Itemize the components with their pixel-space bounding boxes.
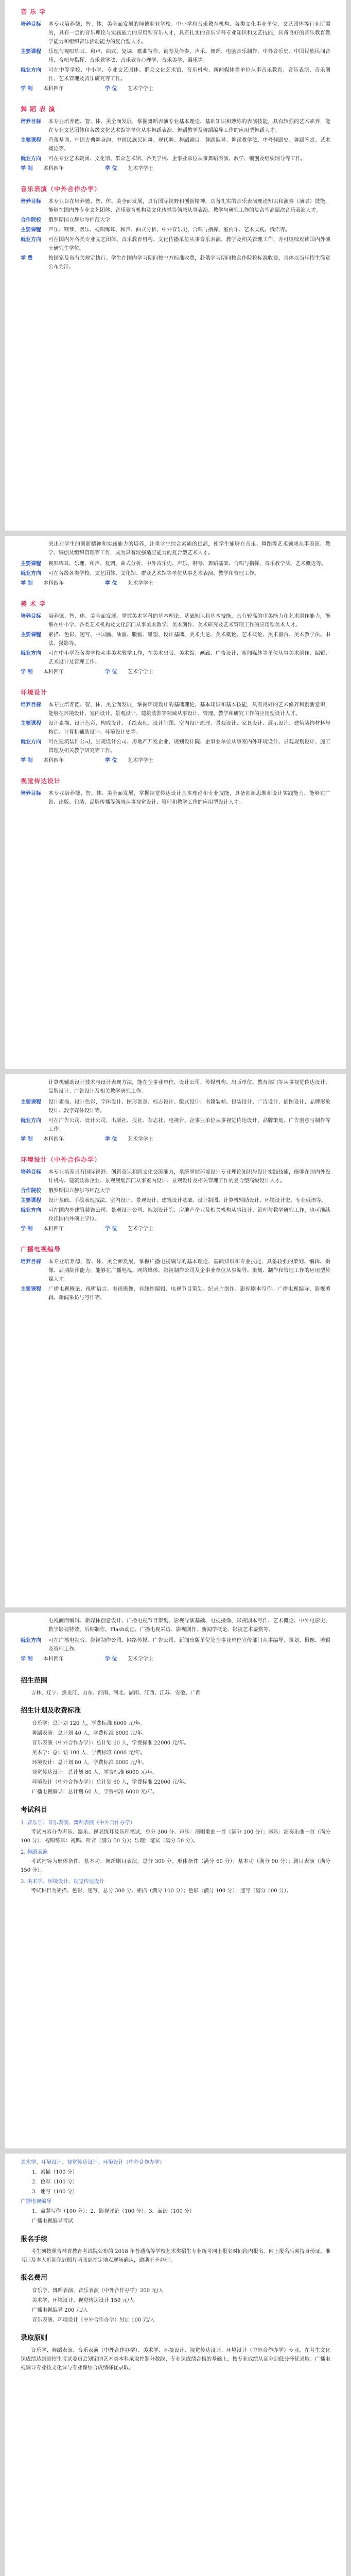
field-row xyxy=(21,254,330,272)
section-heading: 招生计划及收费标准 xyxy=(21,1707,81,1715)
field-row xyxy=(21,1285,330,1302)
intro-continuation xyxy=(21,540,330,588)
field-text: 可在建筑装饰公司、景观设计公司、房地产开发企业、规划设计院、企事业单位从事室内外环境设计、景观规划设计、施工管理及相关教学研究等工作。 xyxy=(48,739,330,754)
award-label: 学 位 xyxy=(105,1226,117,1232)
degree-row xyxy=(21,756,330,765)
degree-row xyxy=(21,668,330,676)
field-row xyxy=(21,612,330,630)
field-text: 素描、色彩、速写、中国画、油画、版画、雕塑、设计基础、美术史论、美术概论、艺术概论、美术鉴赏、美术教学法、书法、摄影等。 xyxy=(48,632,330,647)
field-label: 就业方向 xyxy=(21,1638,41,1643)
field-label: 主要课程 xyxy=(21,1099,41,1105)
plan-line: 环境设计：总计划 80 人，学费标准 6000 元/年。 xyxy=(32,1760,148,1766)
section-plan xyxy=(21,1705,330,1797)
plan-line: 广播电视编导：总计划 60 人，学费标准 6000 元/年。 xyxy=(32,1789,158,1795)
field-text: 可在广告公司、设计公司、出版社、报社、杂志社、电视台、企事业单位从事视觉传达设计、品牌策划、广告创意与制作等工作。 xyxy=(48,1118,330,1132)
field-label: 就业方向 xyxy=(21,1208,41,1213)
document-page-1 xyxy=(5,0,346,531)
major-music xyxy=(21,7,330,93)
section-admission xyxy=(21,2332,330,2372)
paragraph: 考生须按照吉林省教育考试院公布的 2018 年普通高等学校艺术类招生专业统考网上报名时间段内报名。网上报名后须持身份证、准考证及本人近期免冠照片两张到指定地点现场确认，逾期不予办理。 xyxy=(21,2249,330,2263)
award-value: 艺术学学士 xyxy=(128,1656,153,1662)
plan-line: 音乐表演（中外合作办学）：总计划 60 人，学费标准 22000 元/年。 xyxy=(32,1740,189,1746)
paragraph: 考试内容分为声乐、器乐、视唱练耳及乐理笔试，总分 300 分。声乐：演唱歌曲一首（满分 100 分）；器乐：演奏乐曲一首（满分 100 分）；视唱练耳：视唱、听音（满分 50 分）；乐理：笔试（满分 50 分）。 xyxy=(21,1829,330,1844)
exam-line: 3．速写（100 分） xyxy=(32,2189,78,2195)
field-row xyxy=(21,47,330,65)
degree-label: 学 制 xyxy=(21,669,33,675)
degree-label: 学 制 xyxy=(21,1656,33,1662)
major-title: 环境设计（中外合作办学） xyxy=(21,1156,101,1163)
major-title: 广播电视编导 xyxy=(21,1246,61,1253)
field-row xyxy=(21,789,330,807)
field-text: 可在专业艺术院团、文化馆、群众艺术馆、各类学校、企事业单位从事舞蹈表演、教学、编创及组织辅导等工作。 xyxy=(48,156,306,162)
field-label: 就业方向 xyxy=(21,1118,41,1124)
award-value: 艺术学学士 xyxy=(128,86,153,92)
field-text: 设计素描、设计色彩、构成设计、手绘表现、设计制图、室内设计原理、景观设计、家具设计、展示设计、建筑装饰材料与构造、计算机辅助设计、环境设计史等。 xyxy=(48,721,330,735)
plan-line: 舞蹈表演：总计划 40 人，学费标准 6000 元/年。 xyxy=(32,1731,148,1736)
major-dance xyxy=(21,105,330,173)
award-label: 学 位 xyxy=(105,758,117,764)
major-music-coop xyxy=(21,184,330,272)
degree-row xyxy=(21,579,330,588)
field-label: 合作院校 xyxy=(21,1188,41,1194)
field-text: 乐理与视唱练耳、和声、曲式、复调、歌曲写作、钢琴及伴奏、声乐、舞蹈、电脑音乐制作、中外音乐史、中国民族民间音乐、合唱与指挥、音乐教学法、音乐教育心理学、音乐美学、器乐等。 xyxy=(48,49,330,63)
field-row xyxy=(21,226,330,234)
field-label: 学 费 xyxy=(21,256,33,261)
major-title: 视觉传达设计 xyxy=(21,777,61,785)
field-text: 俄罗斯国立赫尔岑师范大学 xyxy=(48,1188,110,1194)
visual-design-continuation xyxy=(21,1078,330,1144)
major-title: 音乐表演（中外合作办学） xyxy=(21,185,101,193)
major-title: 美 术 学 xyxy=(21,600,46,607)
plan-line: 环境设计（中外合作办学）：总计划 60 人，学费标准 22000 元/年。 xyxy=(32,1780,189,1785)
section-exam xyxy=(21,1804,330,1895)
field-label: 培养目标 xyxy=(21,702,41,708)
field-text: 俄罗斯国立赫尔岑师范大学 xyxy=(48,217,110,223)
field-text: 可在国内外建筑装饰公司、景观设计公司、规划设计院、房地产企业及相关机构从事设计、管理与教学研究工作，也可继续攻读国内外硕士学位。 xyxy=(48,1208,330,1222)
field-row xyxy=(21,1206,330,1224)
document-page-2 xyxy=(5,536,346,1069)
field-text: 设计素描、设计色彩、字体设计、图形创意、标志设计、版式设计、书籍装帧、包装设计、广告设计、插图设计、品牌形象设计、数字媒体设计等。 xyxy=(48,1099,330,1114)
plan-line: 美术学：总计划 100 人，学费标准 6000 元/年。 xyxy=(32,1750,146,1756)
field-text: 设计基础、手绘表现技法、室内设计、景观设计、建筑设计基础、设计制图、计算机辅助设计、环境设计史、专业俄语等。 xyxy=(48,1198,326,1204)
field-text: 本专业旨在培养德、智、体、美全面发展，具有国际视野和创新精神，具备扎实的音乐表演理论知识和演奏（演唱）技能，能够在国内外专业文艺团体、音乐教育机构及文化传播等领域从事表演、教学与研究工作的复合型高层次音乐表演人才。 xyxy=(48,199,330,213)
degree-label: 学 制 xyxy=(21,1226,33,1232)
field-label: 培养目标 xyxy=(21,614,41,619)
major-title: 音 乐 学 xyxy=(21,8,46,15)
field-row xyxy=(21,216,330,225)
exam-item-heading: 广播电视编导 xyxy=(21,2199,51,2205)
field-label: 培养目标 xyxy=(21,22,41,27)
degree-row xyxy=(21,1655,330,1664)
field-row xyxy=(21,1196,330,1205)
field-text: 可在中等学校、中小学、专业文艺团体、群众文化艺术馆、音乐机构、新闻媒体等单位从事音乐教育、音乐表演、音乐创作、艺术管理及音乐研究等工作。 xyxy=(48,67,330,82)
paragraph: 电视画面编辑、新媒体创意设计、广播电视节目策划、影视导演基础、电视摄像、影视剧本写作、艺术概论、中外电影史、数字影视特效、后期制作、Flash动画、广播电视采访、影视剧作、新闻学概论、影视艺术鉴赏等。 xyxy=(48,1618,330,1633)
field-label: 培养目标 xyxy=(21,199,41,205)
award-label: 学 位 xyxy=(105,581,117,586)
section-heading: 录取原则 xyxy=(21,2334,48,2342)
degree-value: 本科四年 xyxy=(43,1656,64,1662)
award-value: 艺术学学士 xyxy=(128,669,153,675)
field-label: 主要课程 xyxy=(21,721,41,726)
fee-line: 音乐学、舞蹈表演、音乐表演（中外合作办学）200 元/人 xyxy=(32,2288,164,2294)
document-page-4 xyxy=(5,1613,346,2148)
field-text: 可在国内外各类专业文艺团体、音乐教育机构、文化传播单位从事音乐表演、教学及相关管理工作，亦可继续攻读国内外硕士研究生学位。 xyxy=(48,237,330,251)
degree-value: 本科四年 xyxy=(43,758,64,764)
degree-row xyxy=(21,164,330,173)
field-text: 本专业培养德、智、体、美全面发展，掌握广播电视编导的基本理论、基础知识和专业技能，具备较强的策划、编辑、摄像、后期制作能力，能够在广播电视、网络媒体、影视制作公司及企事业单位从事编导、策划、制作和管理工作的应用型传媒人才。 xyxy=(48,1259,330,1282)
field-row xyxy=(21,649,330,667)
award-value: 艺术学学士 xyxy=(128,1137,153,1142)
field-row xyxy=(21,20,330,46)
award-value: 艺术学学士 xyxy=(128,581,153,586)
field-text: 本专业培养德、智、体、美全面发展的师德职业学校、中小学和音乐教育机构、各类文化事业单位、文艺团体等行业所需的，具有一定的音乐理论与实践能力的应用型音乐人才，具有扎实的音乐学科专业知识和文艺技能，具备良好的音乐教育教学能力和组织音乐活动能力的复合型人才。 xyxy=(48,22,330,45)
fee-line: 广播电视编导 200 元/人 xyxy=(32,2308,88,2313)
paragraph: 计算机辅助设计技术与设计表现方法，能在企事业单位、设计公司、传媒机构、出版单位、教育部门等从事视觉传达设计、品牌设计、广告设计及相关教学研究工作。 xyxy=(48,1080,330,1094)
major-env-coop xyxy=(21,1155,330,1233)
exam-line: 广播电视编导考试 xyxy=(32,2218,73,2224)
field-row xyxy=(21,560,330,568)
exam-item-heading: 3. 美术学、环境设计、视觉传达设计 xyxy=(21,1879,104,1885)
major-broadcast xyxy=(21,1245,330,1302)
degree-value: 本科四年 xyxy=(43,1226,64,1232)
field-text: 按国家及省有关规定执行。学生在国内学习期间按中方标准收费，赴俄学习期间按合作院校标准收费，具体以当年招生简章公布为准。 xyxy=(48,256,330,270)
field-row xyxy=(21,1168,330,1185)
field-label: 就业方向 xyxy=(21,651,41,656)
degree-row xyxy=(21,1225,330,1233)
document-page-5 xyxy=(5,2154,346,2576)
field-row xyxy=(21,1258,330,1284)
field-row xyxy=(21,1116,330,1134)
field-text: 芭蕾基训、中国古典舞身韵、中国民族民间舞、现代舞、舞蹈剧目、舞蹈编导、舞蹈教学法、中外舞蹈史、舞蹈鉴赏、艺术概论等。 xyxy=(48,138,330,152)
degree-row xyxy=(21,84,330,93)
field-label: 主要课程 xyxy=(21,1198,41,1204)
field-row xyxy=(21,1098,330,1115)
field-label: 培养目标 xyxy=(21,1170,41,1175)
degree-label: 学 制 xyxy=(21,166,33,172)
field-row xyxy=(21,719,330,737)
paragraph: 突出对学生的创新精神和实践能力的培养，注重学生综合素质的提高，使学生能够在音乐、舞蹈等艺术领域从事表演、教学、编创及组织管理等工作，成为具有较强适应能力的复合型艺术人才。 xyxy=(48,541,330,556)
exam-line: 1．素描（100 分） xyxy=(32,2170,78,2175)
field-row xyxy=(21,136,330,154)
field-row xyxy=(21,738,330,755)
field-text: 本专业培养德、智、体、美全面发展，掌握视觉传达设计基本理论和专业技能，具备创新思维和设计实践能力，能够在广告、出版、包装、品牌传播等领域从事视觉设计、管理和教学工作的应用型设计人才。 xyxy=(48,791,330,805)
major-title: 舞 蹈 表 演 xyxy=(21,106,56,113)
section-signup xyxy=(21,2233,330,2265)
exam-line: 1．命题写作（100 分）；2．影视评论（100 分）；3．面试（100 分） xyxy=(32,2209,195,2214)
field-row xyxy=(21,1636,330,1654)
degree-value: 本科四年 xyxy=(43,581,64,586)
field-row xyxy=(21,155,330,163)
exam-line: 2．色彩（100 分） xyxy=(32,2179,78,2185)
field-row xyxy=(21,569,330,578)
degree-label: 学 制 xyxy=(21,581,33,586)
plan-line: 音乐学：总计划 120 人，学费标准 6000 元/年。 xyxy=(32,1721,146,1726)
major-title: 环境设计 xyxy=(21,689,48,696)
field-text: 广播电视概论、视听语言、电视摄像、非线性编辑、电视节目策划、纪录片创作、影视剧本写作、广播电视编导、影视剪辑、新闻采访与写作等。 xyxy=(48,1286,330,1301)
exam-continuation xyxy=(21,2158,330,2226)
field-text: 视唱练耳、乐理、和声、复调、曲式分析、中外音乐史、声乐、钢琴、舞蹈基础、合唱与指挥、音乐教学法、艺术概论等。 xyxy=(48,561,326,567)
degree-label: 学 制 xyxy=(21,758,33,764)
field-row xyxy=(21,197,330,215)
plan-line: 视觉传达设计：总计划 80 人，学费标准 6000 元/年。 xyxy=(32,1770,158,1775)
award-label: 学 位 xyxy=(105,86,117,92)
major-env-design xyxy=(21,688,330,765)
field-label: 就业方向 xyxy=(21,739,41,745)
paragraph: 考试科目为素描、色彩、速写，总分 300 分。素描（满分 100 分）；色彩（满分 100 分）；速写（满分 100 分）。 xyxy=(31,1888,292,1894)
exam-item-heading: 2. 舞蹈表演 xyxy=(21,1850,48,1855)
award-label: 学 位 xyxy=(105,1137,117,1142)
field-row xyxy=(21,1187,330,1195)
field-label: 主要课程 xyxy=(21,632,41,638)
field-text: 培养德、智、体、美全面发展，掌握美术学科的基本理论、基础知识和基本技能，具有较高的审美能力和艺术创作能力，能够在中小学、各类艺术机构及文化部门从事美术教学、美术创作、美术研究及艺术管理工作的应用型美术人才。 xyxy=(48,614,330,628)
document-page-3 xyxy=(5,1074,346,1607)
paragraph: 考试内容为形体条件、基本功、舞蹈剧目表演，总分 300 分。形体条件（满分 60 分）；基本功（满分 90 分）；剧目表演（满分 150 分）。 xyxy=(21,1859,330,1873)
section-region xyxy=(21,1675,330,1698)
major-visual-design xyxy=(21,776,330,807)
fee-line: 音乐表演、环境设计（中外合作办学）另加 100 元/人 xyxy=(32,2317,155,2323)
fee-line: 美术学、环境设计、视觉传达设计 150 元/人 xyxy=(32,2298,134,2303)
field-row xyxy=(21,66,330,83)
field-label: 培养目标 xyxy=(21,791,41,796)
field-label: 培养目标 xyxy=(21,1259,41,1265)
degree-value: 本科四年 xyxy=(43,166,64,172)
award-value: 艺术学学士 xyxy=(128,758,153,764)
degree-label: 学 制 xyxy=(21,1137,33,1142)
degree-value: 本科四年 xyxy=(43,86,64,92)
field-text: 可在各级各类学校、文艺团体、文化馆、群众艺术馆等单位从事艺术表演、教学和管理工作。 xyxy=(48,571,259,577)
award-label: 学 位 xyxy=(105,166,117,172)
award-label: 学 位 xyxy=(105,1656,117,1662)
field-row xyxy=(21,117,330,135)
field-label: 主要课程 xyxy=(21,49,41,55)
field-label: 主要课程 xyxy=(21,1286,41,1292)
section-fee xyxy=(21,2272,330,2325)
field-text: 本专业培养具有国际视野、创新意识和跨文化交流能力，系统掌握环境设计专业理论知识与设计实践技能，能够在国内外设计机构、建筑装饰企业、景观规划部门从事室内设计、景观设计及相关管理工作的复合型高级设计人才。 xyxy=(48,1170,330,1184)
field-row xyxy=(21,701,330,718)
field-row xyxy=(21,235,330,253)
paragraph: 音乐学、舞蹈表演、音乐表演（中外合作办学）、美术学、环境设计、视觉传达设计、环境设计（中外合作办学）专业，在考生文化课成绩达到省招生考试委员会划定的艺术类本科录取控制分数线、专业课成绩合格的基础上，按专业成绩从高分到低分择优录取；广播电视编导专业按文化课与专业课综合成绩择优录取。 xyxy=(21,2348,330,2371)
field-text: 本专业培养德、智、体、美全面发展，掌握舞蹈表演专业基本理论、基础知识和熟练的表演技能，具有较强的艺术素养，能在专业文艺团体和各级文化艺术馆等单位从事舞蹈表演、舞蹈教学及舞蹈编导工作的应用型舞蹈人才。 xyxy=(48,119,330,133)
award-value: 艺术学学士 xyxy=(128,166,153,172)
field-label: 主要课程 xyxy=(21,227,41,233)
field-text: 本专业培养德、智、体、美全面发展，掌握环境设计的基础理论、基本知识和基本技能，具有良好的艺术修养和创新意识，能够在环境设计、室内设计、景观设计、建筑装饰等领域从事设计、管理、教学和研究工作的应用型设计人才。 xyxy=(48,702,330,717)
degree-label: 学 制 xyxy=(21,86,33,92)
broadcast-continuation xyxy=(21,1617,330,1664)
field-label: 就业方向 xyxy=(21,156,41,162)
field-label: 主要课程 xyxy=(21,561,41,567)
major-fine-arts xyxy=(21,599,330,676)
field-label: 合作院校 xyxy=(21,217,41,223)
field-label: 就业方向 xyxy=(21,67,41,73)
field-text: 可在中小学及各类学校从事美术教学工作，在美术出版、美术馆、画廊、广告设计、新闻媒体等单位从事美术创作、编辑、艺术设计及管理工作。 xyxy=(48,651,330,665)
degree-value: 本科四年 xyxy=(43,1137,64,1142)
paragraph: 吉林、辽宁、黑龙江、山东、河南、河北、湖南、江西、江苏、安徽、广西 xyxy=(31,1690,201,1696)
field-text: 声乐、钢琴、器乐、视唱练耳、和声、曲式分析、中外音乐史、合唱与指挥、室内乐、艺术实践、俄语等。 xyxy=(48,227,290,233)
section-heading: 报名手续 xyxy=(21,2235,48,2243)
section-heading: 考试科目 xyxy=(21,1806,48,1814)
field-label: 就业方向 xyxy=(21,571,41,577)
section-heading: 报名费用 xyxy=(21,2274,48,2282)
degree-row xyxy=(21,1135,330,1144)
exam-item-heading: 1. 音乐学、音乐表演、舞蹈表演（中外合作办学） xyxy=(21,1820,135,1826)
field-label: 就业方向 xyxy=(21,237,41,243)
field-text: 可在广播电视台、影视制作公司、网络传媒、广告公司、新闻出版单位及企事业单位宣传部门从事编导、策划、摄像、剪辑及管理工作。 xyxy=(48,1638,330,1652)
exam-item-heading: 美术学、环境设计、视觉传达设计、环境设计（中外合作办学） xyxy=(21,2160,165,2165)
field-label: 主要课程 xyxy=(21,138,41,143)
degree-value: 本科四年 xyxy=(43,669,64,675)
award-value: 艺术学学士 xyxy=(128,1226,153,1232)
field-row xyxy=(21,631,330,648)
section-heading: 招生范围 xyxy=(21,1677,48,1685)
field-label: 培养目标 xyxy=(21,119,41,125)
award-label: 学 位 xyxy=(105,669,117,675)
